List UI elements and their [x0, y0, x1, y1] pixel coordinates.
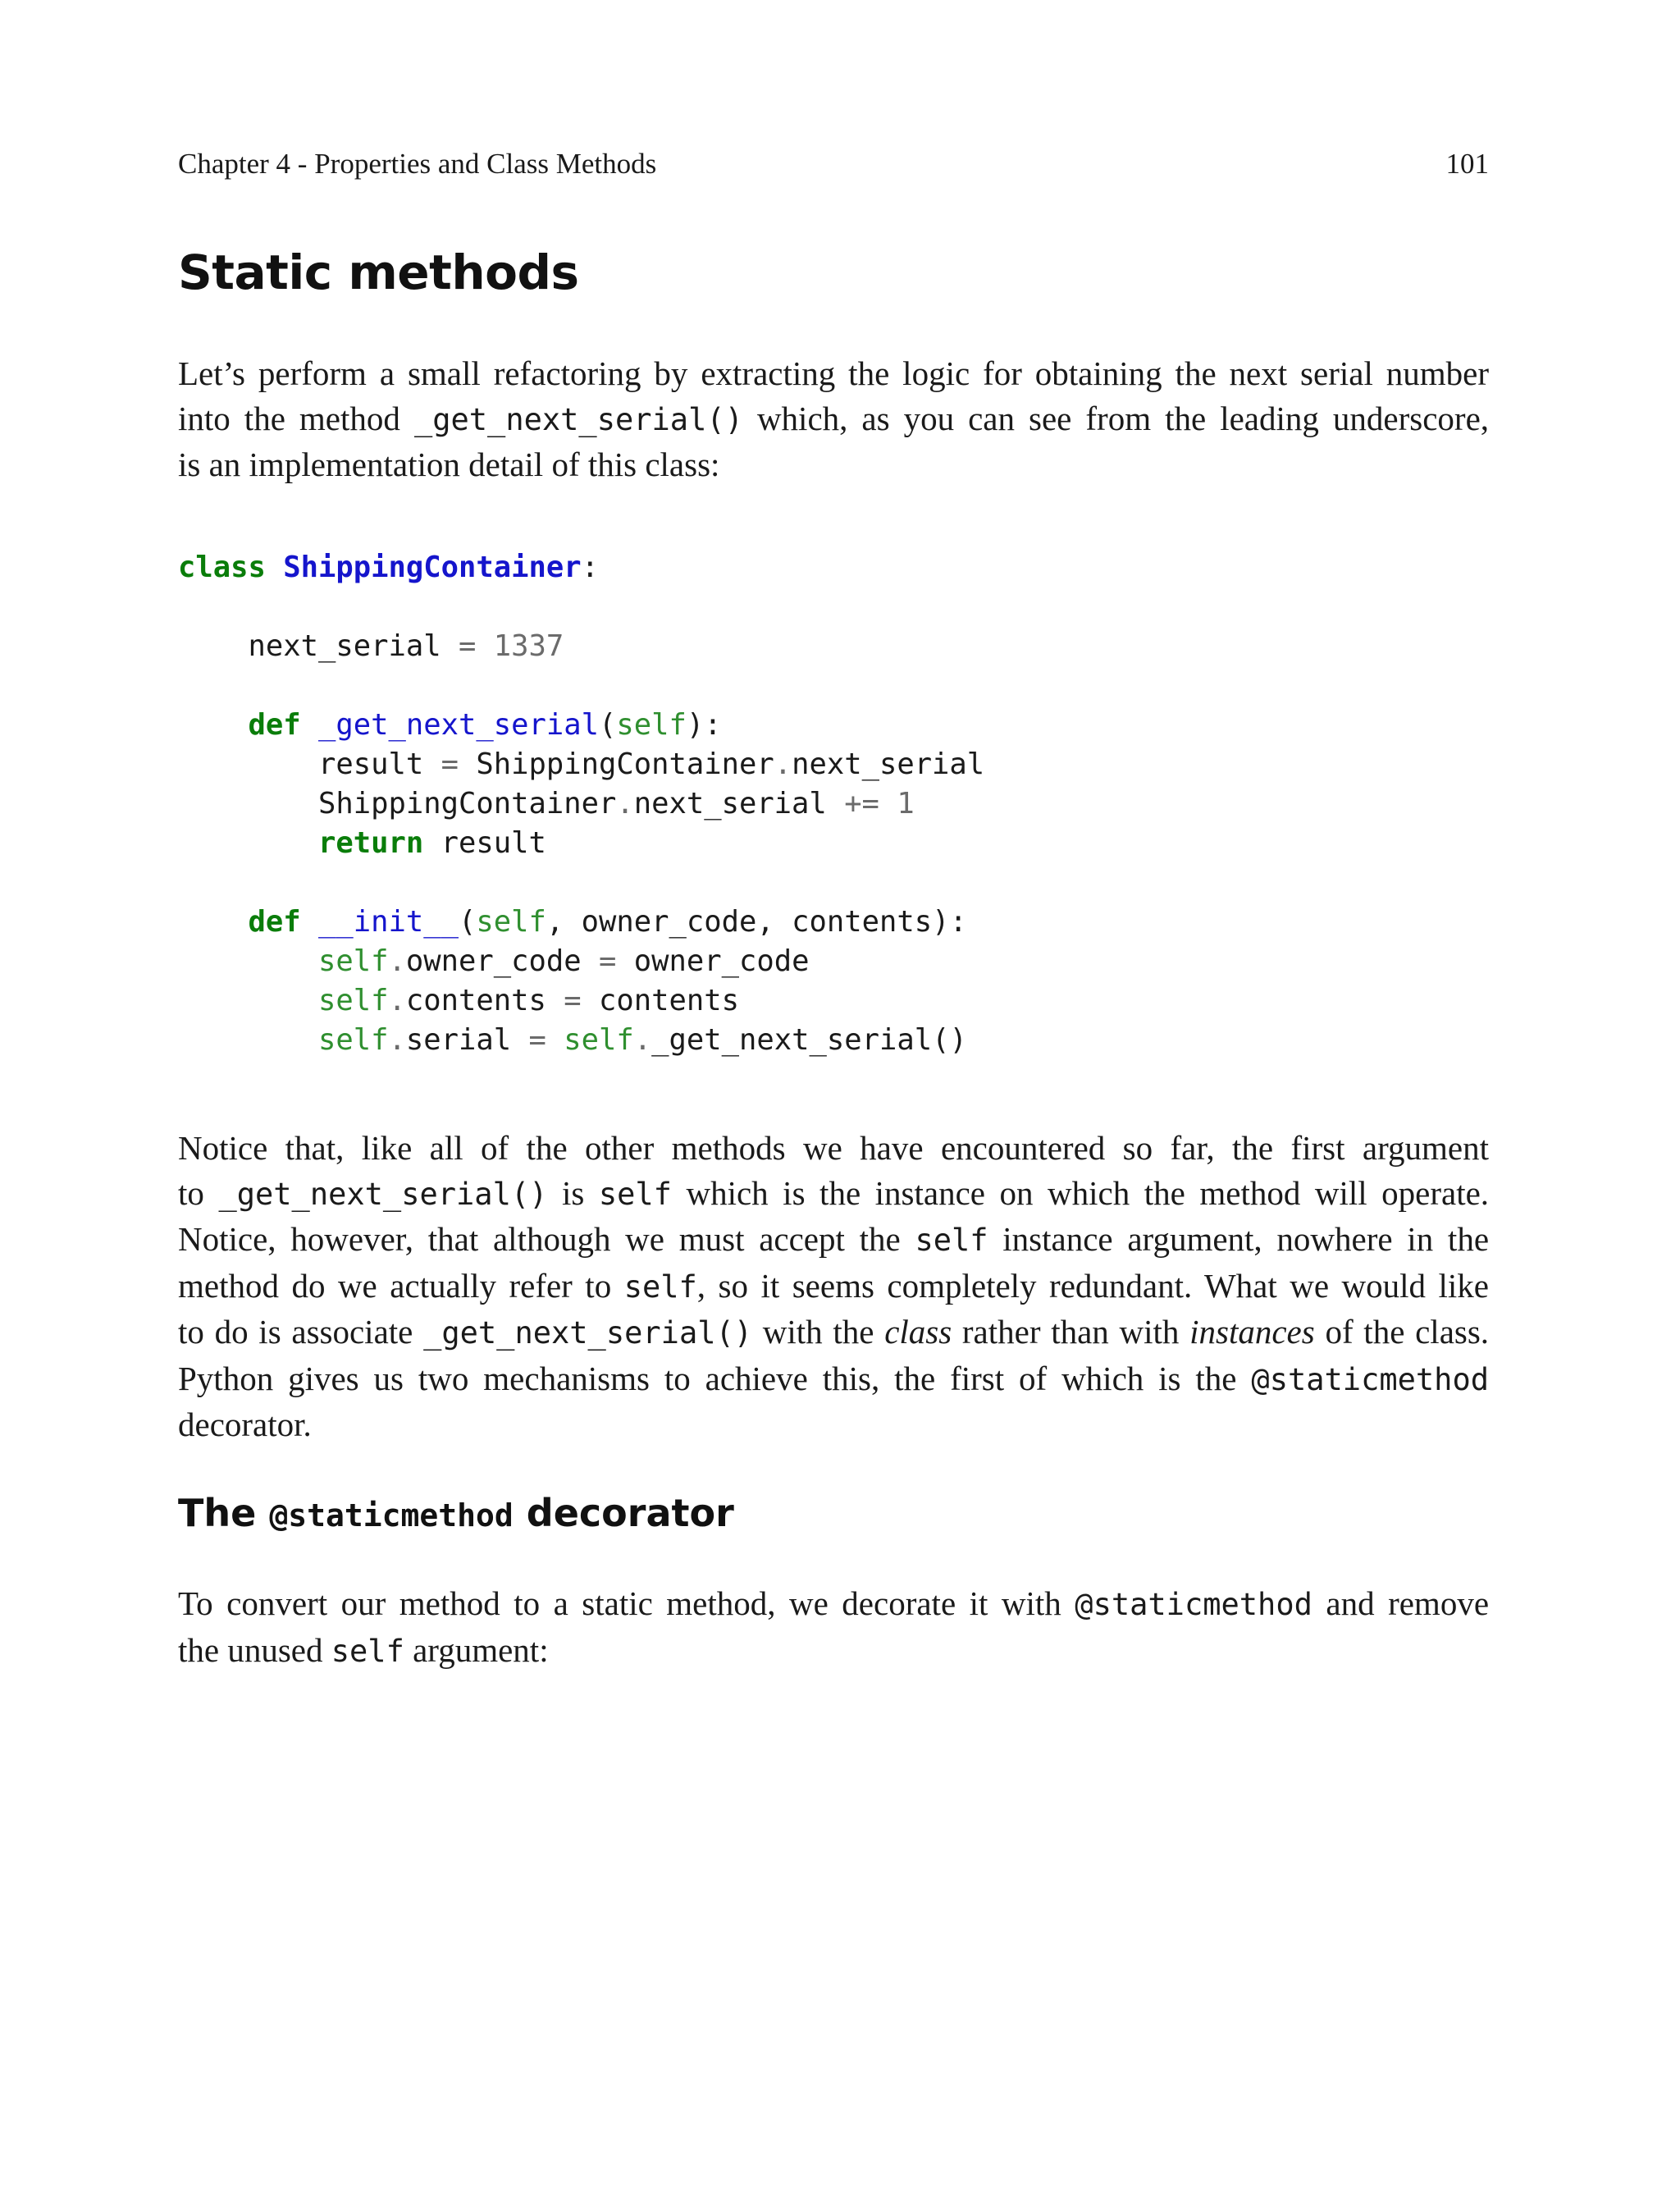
conversion-line-2: the unused self argument:	[178, 1630, 549, 1669]
chapter-title: Chapter 4 - Properties and Class Methods	[178, 148, 657, 180]
explanation-line-1: Notice that, like all of the other methods we have encountered so far, the first argument	[178, 1129, 1489, 1167]
explanation-line-5: to do is associate _get_next_serial() with the class rather than with instances of the class.	[178, 1313, 1490, 1351]
explanation-line-6: Python gives us two mechanisms to achieve this, the first of which is the @staticmethod	[178, 1359, 1490, 1397]
section-heading: Static methods	[178, 245, 579, 300]
explanation-line-7: decorator.	[178, 1406, 312, 1443]
intro-line-2: into the method _get_next_serial() which, as you can see from the leading underscore,	[178, 399, 1490, 437]
intro-line-1: Let’s perform a small refactoring by extracting the logic for obtaining the next serial number	[178, 354, 1489, 392]
inline-code: _get_next_serial()	[413, 401, 743, 437]
intro-line-3: is an implementation detail of this class:	[178, 446, 720, 483]
code-block: class ShippingContainer: next_serial = 1337 def _get_next_serial(self): result = ShippingContainer.next_serial ShippingContainer.next_serial += 1 return result def __init__(self, owner_code, contents): self.owner_code = owner_code self.contents = contents self.serial = self._get_next_serial()	[178, 551, 985, 1057]
conversion-line-1: To convert our method to a static method, we decorate it with @staticmethod and remove	[178, 1584, 1490, 1622]
explanation-paragraph	[178, 1126, 1489, 1447]
explanation-line-2: to _get_next_serial() is self which is the instance on which the method will operate.	[178, 1173, 1490, 1212]
running-header	[178, 144, 1489, 184]
conversion-paragraph	[178, 1581, 1489, 1674]
explanation-line-3: Notice, however, that although we must accept the self instance argument, nowhere in the	[178, 1220, 1490, 1258]
subsection-heading: The @staticmethod decorator	[178, 1491, 734, 1535]
intro-paragraph	[178, 351, 1489, 487]
subsection-code: @staticmethod	[269, 1497, 514, 1534]
page-number: 101	[1445, 148, 1489, 180]
explanation-line-4: method do we actually refer to self, so it seems completely redundant. What we would like	[178, 1266, 1489, 1305]
document-page	[178, 0, 1489, 2185]
